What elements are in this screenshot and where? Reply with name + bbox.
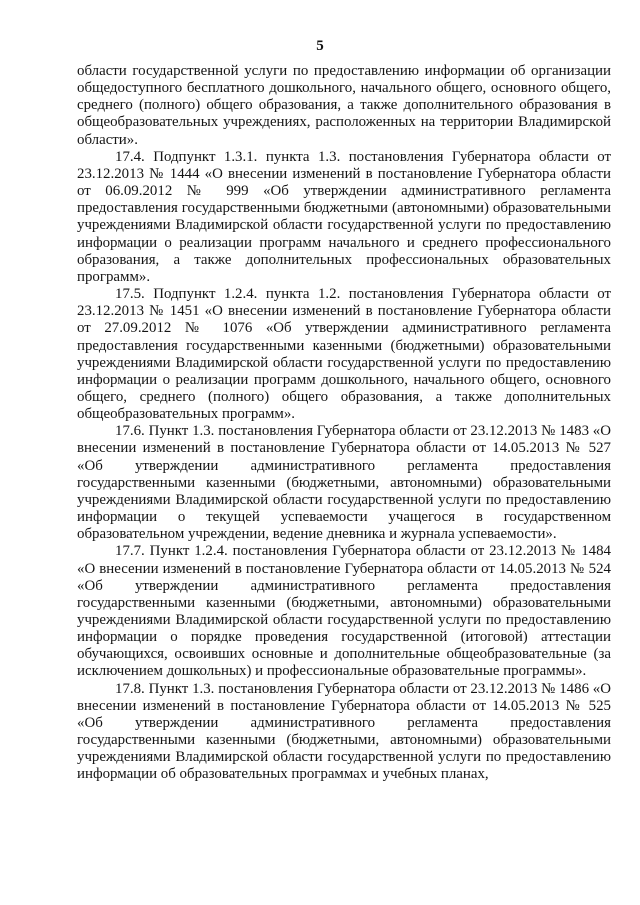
document-body [77,63,611,784]
paragraph-17-4: 17.4. Подпункт 1.3.1. пункта 1.3. постановления Губернатора области от 23.12.2013 № 1444 «О внесении изменений в постановление Губернатора области от 06.09.2012 № 999 «Об утверждении административного регламента предоставления государственными бюджетными (автономными) образовательными учреждениями Владимирской области государственной услуги по предоставлению информации о реализации программ начального и среднего профессионального образования, а также дополнительных профессиональных образовательных программ». [77,148,611,285]
paragraph-continuation: области государственной услуги по предоставлению информации об организации общедоступного бесплатного дошкольного, начального общего, основного общего, среднего (полного) общего образования, а также дополнительного образования в общеобразовательных учреждениях, расположенных на территории Владимирской области». [77,63,611,148]
paragraph-17-7: 17.7. Пункт 1.2.4. постановления Губернатора области от 23.12.2013 № 1484 «О внесении изменений в постановление Губернатора области от 14.05.2013 № 524 «Об утверждении административного регламента предоставления государственными казенными (бюджетными, автономными) образовательными учреждениями Владимирской области государственной услуги по предоставлению информации о порядке проведения государственной (итоговой) аттестации обучающихся, освоивших основные и дополнительные общеобразовательные (за исключением дошкольных) и профессиональные образовательные программы». [77,543,611,680]
paragraph-17-8: 17.8. Пункт 1.3. постановления Губернатора области от 23.12.2013 № 1486 «О внесении изменений в постановление Губернатора области от 14.05.2013 № 525 «Об утверждении административного регламента предоставления государственными казенными (бюджетными, автономными) образовательными учреждениями Владимирской области государственной услуги по предоставлению информации об образовательных программах и учебных планах, [77,680,611,783]
paragraph-17-5: 17.5. Подпункт 1.2.4. пункта 1.2. постановления Губернатора области от 23.12.2013 № 1451 «О внесении изменений в постановление Губернатора области от 27.09.2012 № 1076 «Об утверждении административного регламента предоставления государственными казенными (бюджетными) образовательными учреждениями Владимирской области государственной услуги по предоставлению информации о реализации программ дошкольного, начального общего, основного общего, среднего (полного) общего образования, а также дополнительных общеобразовательных программ». [77,286,611,423]
paragraph-17-6: 17.6. Пункт 1.3. постановления Губернатора области от 23.12.2013 № 1483 «О внесении изменений в постановление Губернатора области от 14.05.2013 № 527 «Об утверждении административного регламента предоставления государственными казенными (бюджетными, автономными) образовательными учреждениями Владимирской области государственной услуги по предоставлению информации о текущей успеваемости учащегося в государственном образовательном учреждении, ведение дневника и журнала успеваемости». [77,423,611,543]
page-number: 5 [316,38,324,54]
